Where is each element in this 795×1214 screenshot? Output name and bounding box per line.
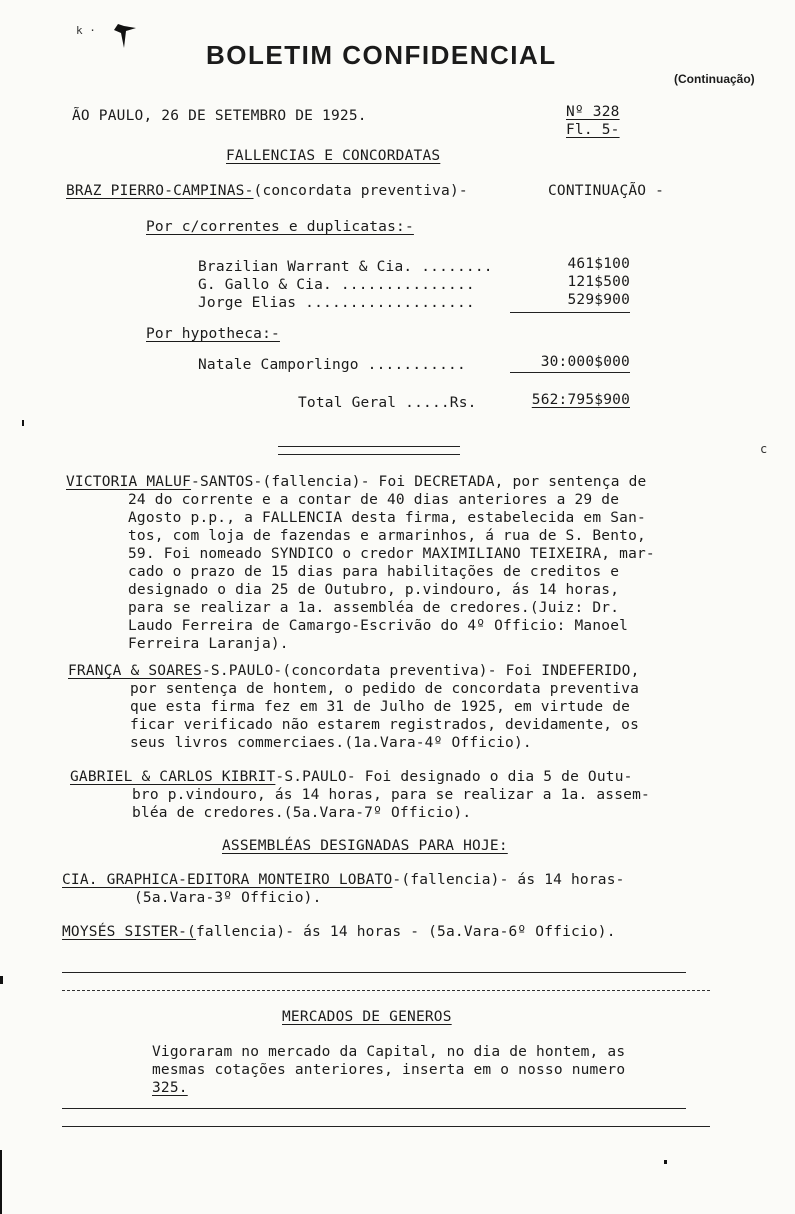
entry-line: bro p.vindouro, ás 14 horas, para se realizar a 1a. assem- <box>132 787 650 803</box>
entry-line: Ferreira Laranja). <box>128 636 289 652</box>
entry-franca-soares <box>68 662 640 752</box>
markets-line: Vigoraram no mercado da Capital, no dia de hontem, as <box>152 1044 626 1060</box>
creditor-row: Jorge Elias ................... <box>198 295 475 311</box>
mortgage-rule <box>510 372 630 373</box>
entry-victoria-maluf <box>66 473 655 653</box>
entry-line: 59. Foi nomeado SYNDICO o credor MAXIMILIANO TEIXEIRA, mar- <box>128 546 655 562</box>
markets-line: mesmas cotações anteriores, inserta em o nosso numero <box>152 1062 626 1078</box>
entry-name: BRAZ PIERRO-CAMPINAS- <box>66 183 254 199</box>
scan-edge-mark <box>0 976 3 984</box>
assembly-name: MOYSÉS SISTER-( <box>62 924 196 940</box>
separator-rule <box>278 446 460 447</box>
entry-line: designado o dia 25 de Outubro, p.vindouro, ás 14 horas, <box>128 582 620 598</box>
continuation-marker: CONTINUAÇÃO - <box>548 183 665 199</box>
separator-rule <box>62 990 710 991</box>
separator-rule <box>62 972 686 973</box>
section-heading-fallencias: FALLENCIAS E CONCORDATAS <box>226 148 441 164</box>
entry-line: ficar verificado não estarem registrados, devidamente, os <box>130 717 639 733</box>
entry-line: Agosto p.p., a FALLENCIA desta firma, estabelecida em San- <box>128 510 646 526</box>
entry-braz-pierro <box>66 183 468 199</box>
entry-line: seus livros commerciaes.(1a.Vara-4º Officio). <box>130 735 532 751</box>
mortgage-heading: Por hypotheca:- <box>146 326 280 342</box>
assembly-detail: -(fallencia)- ás 14 horas- <box>392 872 625 888</box>
creditor-row: G. Gallo & Cia. ............... <box>198 277 475 293</box>
corner-mark: k · <box>76 24 96 37</box>
entry-line: tos, com loja de fazendas e armarinhos, á rua de S. Bento, <box>128 528 646 544</box>
separator-rule <box>62 1126 710 1127</box>
creditor-row: Brazilian Warrant & Cia. ........ <box>198 259 493 275</box>
entry-name: FRANÇA & SOARES <box>68 663 202 679</box>
scan-speck <box>664 1160 667 1164</box>
creditor-amount: 529$900 <box>567 292 630 308</box>
markets-paragraph <box>152 1043 625 1097</box>
entry-first-line: -S.PAULO- Foi designado o dia 5 de Outu- <box>275 769 633 785</box>
entry-gabriel-carlos-kibrit <box>70 768 650 822</box>
scan-speck <box>22 420 24 426</box>
accounts-heading: Por c/correntes e duplicatas:- <box>146 219 414 235</box>
page-title: BOLETIM CONFIDENCIAL <box>206 40 557 70</box>
folio-number: Fl. 5- <box>566 122 620 138</box>
entry-line: bléa de credores.(5a.Vara-7º Officio). <box>132 805 472 821</box>
entry-line: para se realizar a 1a. assembléa de credores.(Juiz: Dr. <box>128 600 620 616</box>
entry-line: 24 do corrente e a contar de 40 dias anteriores a 29 de <box>128 492 620 508</box>
assembly-name: CIA. GRAPHICA-EDITORA MONTEIRO LOBATO <box>62 872 393 888</box>
entry-name: VICTORIA MALUF <box>66 474 192 490</box>
bulletin-number: Nº 328 <box>566 104 620 120</box>
assembly-item <box>62 924 616 940</box>
entry-type: (concordata preventiva)- <box>253 183 468 199</box>
dateline: ÃO PAULO, 26 DE SETEMBRO DE 1925. <box>72 108 367 124</box>
assembly-detail-line: (5a.Vara-3º Officio). <box>134 890 322 906</box>
scan-edge-mark <box>0 1150 2 1214</box>
assembly-detail: fallencia)- ás 14 horas - (5a.Vara-6º Officio). <box>195 924 616 940</box>
entry-name: GABRIEL & CARLOS KIBRIT <box>70 769 276 785</box>
mortgage-amount: 30:000$000 <box>540 354 630 370</box>
total-amount: 562:795$900 <box>531 392 630 408</box>
margin-mark: c <box>760 442 768 456</box>
entry-line: por sentença de hontem, o pedido de concordata preventiva <box>130 681 639 697</box>
assembly-item <box>62 871 625 907</box>
separator-rule <box>278 454 460 455</box>
section-heading-assemblies: ASSEMBLÉAS DESIGNADAS PARA HOJE: <box>222 838 508 854</box>
creditor-amount: 121$500 <box>567 274 630 290</box>
entry-line: que esta firma fez em 31 de Julho de 1925, em virtude de <box>130 699 631 715</box>
markets-line: 325. <box>152 1080 188 1096</box>
section-heading-markets: MERCADOS DE GENEROS <box>282 1009 452 1025</box>
entry-line: cado o prazo de 15 dias para habilitações de creditos e <box>128 564 620 580</box>
entry-first-line: -S.PAULO-(concordata preventiva)- Foi INDEFERIDO, <box>201 663 640 679</box>
continuation-label: (Continuação) <box>674 72 755 86</box>
separator-rule <box>62 1108 686 1109</box>
entry-first-line: -SANTOS-(fallencia)- Foi DECRETADA, por sentença de <box>191 474 647 490</box>
entry-line: Laudo Ferreira de Camargo-Escrivão do 4º Officio: Manoel <box>128 618 629 634</box>
creditor-amount: 461$100 <box>567 256 630 272</box>
hole-punch-mark <box>112 22 138 50</box>
total-label: Total Geral .....Rs. <box>298 395 477 411</box>
mortgage-row: Natale Camporlingo ........... <box>198 357 466 373</box>
subtotal-rule <box>510 312 630 313</box>
